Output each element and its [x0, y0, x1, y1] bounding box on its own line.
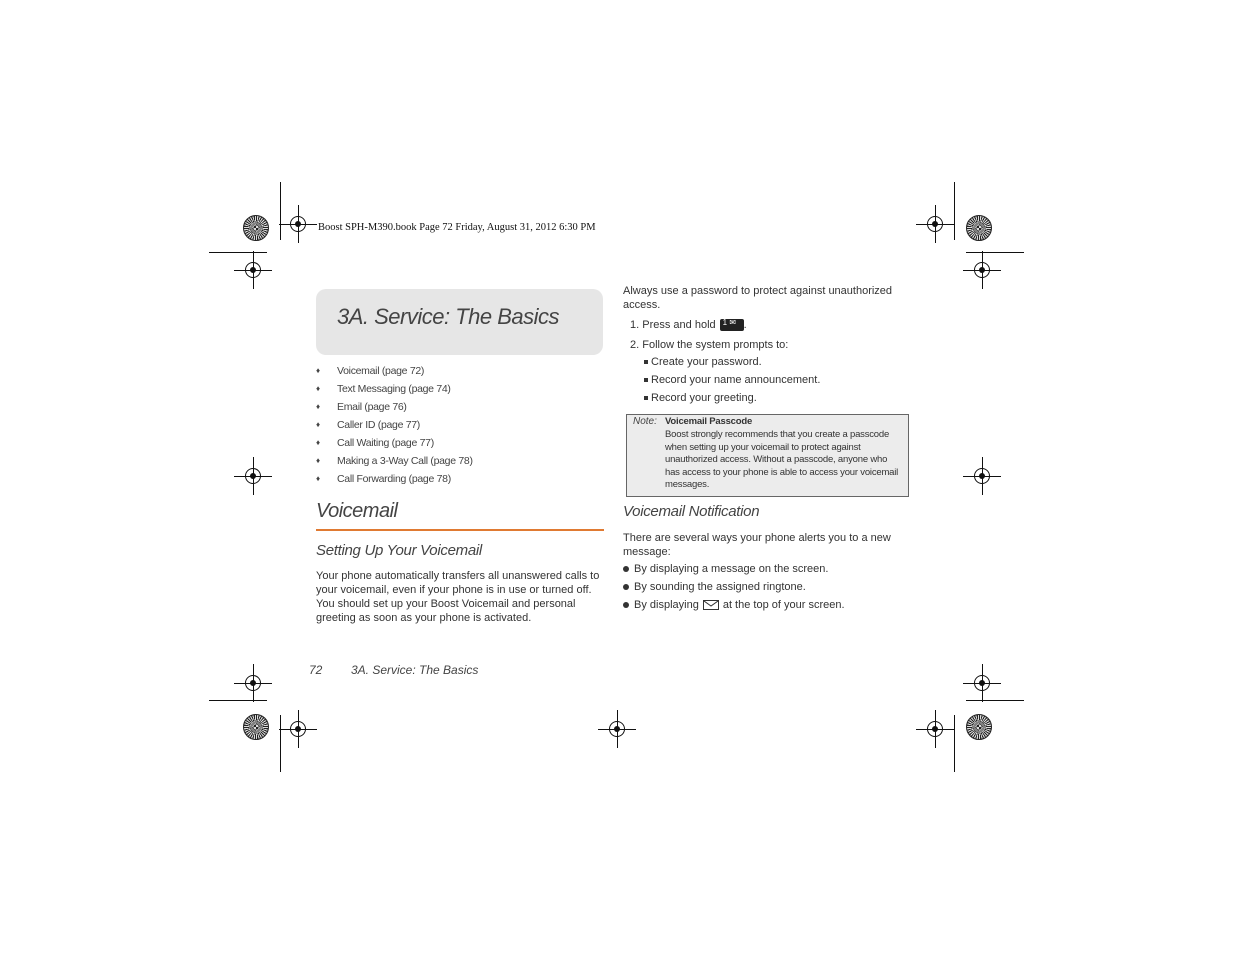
toc-item[interactable]: ♦ Email (page 76)	[316, 401, 407, 413]
crosshair-icon	[245, 262, 261, 278]
toc-item[interactable]: ♦ Text Messaging (page 74)	[316, 383, 451, 395]
note-label: Note:	[633, 416, 657, 427]
crop-mark	[209, 252, 267, 253]
chapter-toc	[316, 365, 473, 491]
diamond-bullet-icon: ♦	[316, 420, 320, 429]
crosshair-icon	[245, 468, 261, 484]
toc-item[interactable]: ♦ Voicemail (page 72)	[316, 365, 425, 377]
dot-bullet-icon	[623, 566, 629, 572]
crop-mark	[280, 715, 281, 772]
crosshair-icon	[927, 216, 943, 232]
voicemail-notification-heading: Voicemail Notification	[623, 503, 760, 520]
print-header: Boost SPH-M390.book Page 72 Friday, August 31, 2012 6:30 PM	[318, 222, 596, 233]
crosshair-icon	[974, 262, 990, 278]
square-bullet-icon	[644, 378, 648, 382]
substep-item: Record your name announcement.	[644, 374, 820, 392]
starburst-icon	[243, 714, 269, 740]
envelope-icon	[703, 600, 719, 610]
starburst-icon	[966, 215, 992, 241]
square-bullet-icon	[644, 396, 648, 400]
diamond-bullet-icon: ♦	[316, 366, 320, 375]
step-item: 1. Press and hold1 ✉ .	[630, 319, 788, 339]
voicemail-key-icon	[720, 319, 744, 331]
voicemail-heading: Voicemail	[316, 500, 398, 522]
crosshair-icon	[927, 721, 943, 737]
square-bullet-icon	[644, 360, 648, 364]
toc-item[interactable]: ♦ Call Forwarding (page 78)	[316, 473, 451, 485]
diamond-bullet-icon: ♦	[316, 474, 320, 483]
diamond-bullet-icon: ♦	[316, 384, 320, 393]
dot-bullet-icon	[623, 602, 629, 608]
notification-intro: There are several ways your phone alerts you to a new message:	[623, 532, 891, 558]
diamond-bullet-icon: ♦	[316, 456, 320, 465]
crop-mark	[280, 182, 281, 240]
substep-item: Record your greeting.	[644, 392, 820, 410]
note-body: Boost strongly recommends that you create a passcode when setting up your voicemail to protect against unauthorized access. Without a passcode, anyone who has access to your phone is able to access your voicemail messages.	[665, 429, 899, 490]
crop-mark	[954, 182, 955, 240]
diamond-bullet-icon: ♦	[316, 402, 320, 411]
page-number: 72	[309, 663, 323, 677]
step-item: 2. Follow the system prompts to:	[630, 339, 789, 351]
setup-steps	[630, 319, 788, 359]
note-title: Voicemail Passcode	[665, 416, 753, 427]
toc-item[interactable]: ♦ Making a 3-Way Call (page 78)	[316, 455, 473, 467]
crop-mark	[954, 715, 955, 772]
crop-mark	[966, 700, 1024, 701]
footer-chapter: 3A. Service: The Basics	[351, 663, 479, 677]
toc-item[interactable]: ♦ Call Waiting (page 77)	[316, 437, 434, 449]
chapter-title: 3A. Service: The Basics	[337, 304, 560, 329]
crosshair-icon	[609, 721, 625, 737]
password-intro: Always use a password to protect against unauthorized access.	[623, 285, 893, 311]
crosshair-icon	[974, 468, 990, 484]
dot-bullet-icon	[623, 584, 629, 590]
setup-voicemail-heading: Setting Up Your Voicemail	[316, 542, 482, 559]
starburst-icon	[966, 714, 992, 740]
diamond-bullet-icon: ♦	[316, 438, 320, 447]
section-divider	[316, 529, 604, 531]
notification-item: By displaying at the top of your screen.	[623, 599, 845, 617]
crosshair-icon	[290, 721, 306, 737]
toc-item[interactable]: ♦ Caller ID (page 77)	[316, 419, 421, 431]
notification-item: By sounding the assigned ringtone.	[623, 581, 845, 599]
setup-voicemail-paragraph: Your phone automatically transfers all unanswered calls to your voicemail, even if your phone is in use or turned off. You should set up your Boost Voicemail and personal greeting as soon as your phone is activated.	[316, 570, 600, 624]
starburst-icon	[243, 215, 269, 241]
crop-mark	[209, 700, 267, 701]
substep-item: Create your password.	[644, 356, 820, 374]
crosshair-icon	[290, 216, 306, 232]
crop-mark	[966, 252, 1024, 253]
crosshair-icon	[245, 675, 261, 691]
crosshair-icon	[974, 675, 990, 691]
notification-item: By displaying a message on the screen.	[623, 563, 845, 581]
notification-list	[623, 563, 845, 617]
setup-substeps	[644, 356, 820, 410]
